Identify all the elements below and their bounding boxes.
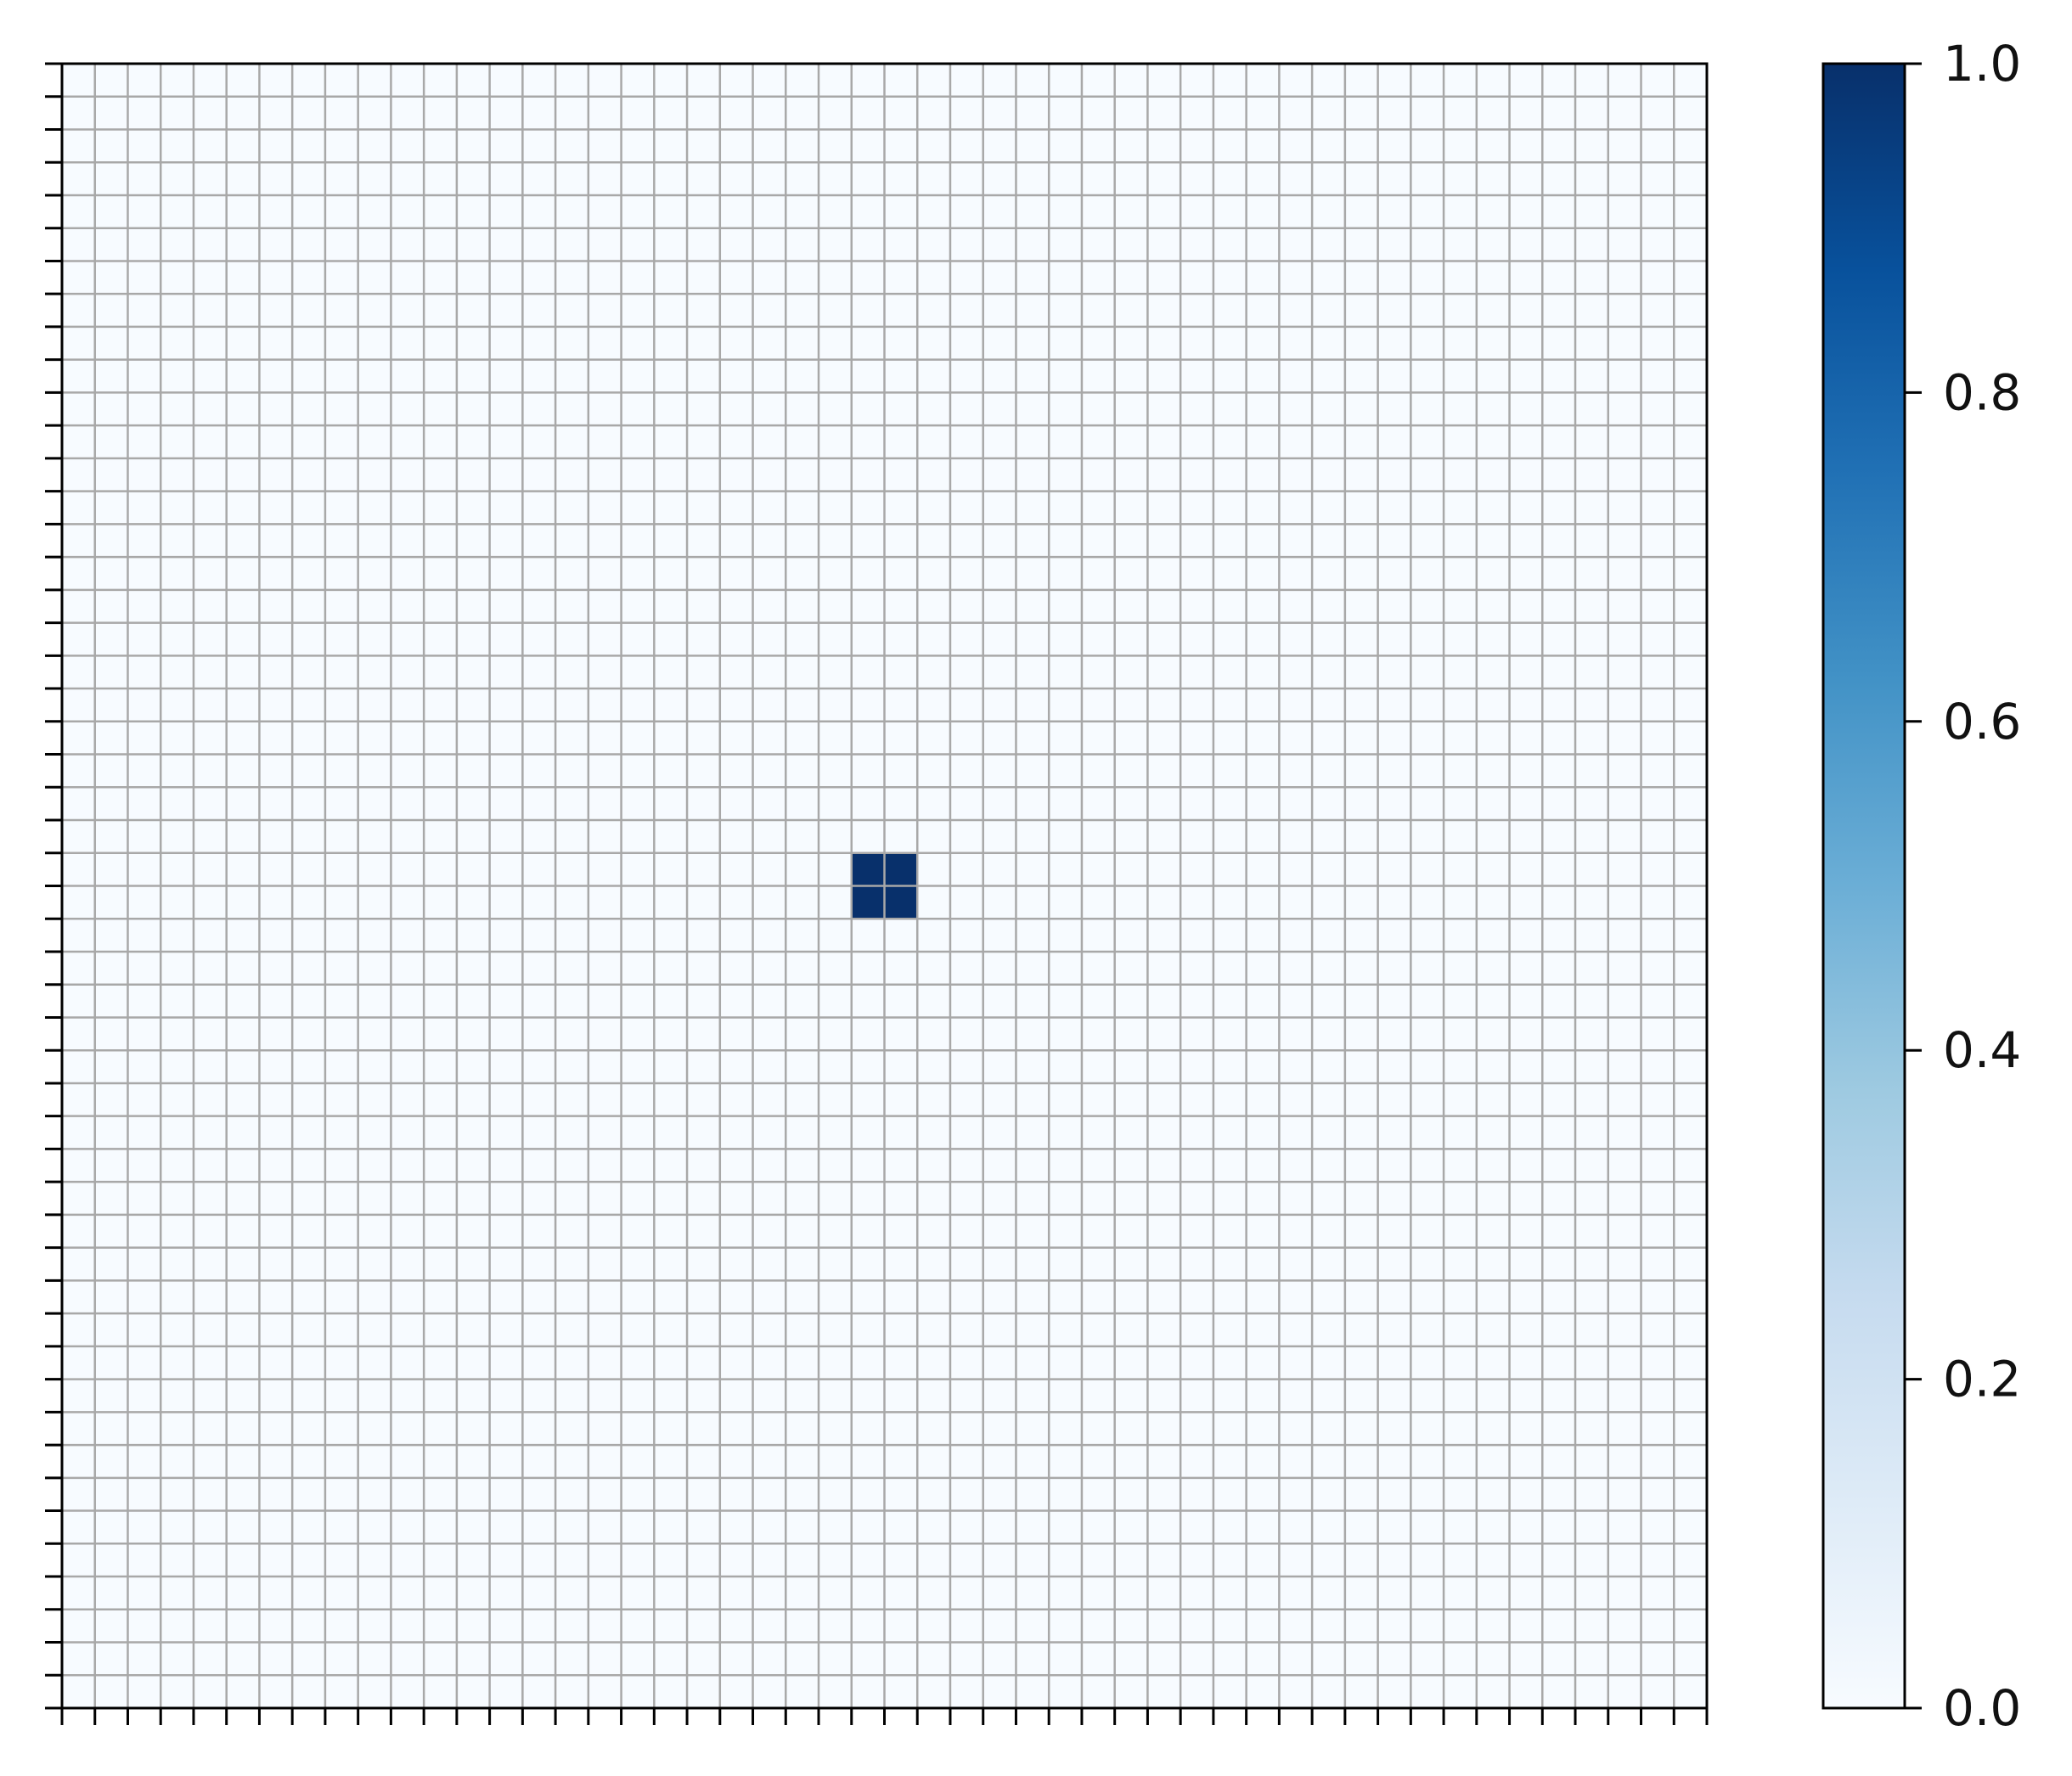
heatmap-cell: [885, 853, 918, 886]
heatmap-cell: [885, 886, 918, 919]
colorbar-tick-label: 0.0: [1943, 1679, 2022, 1737]
colorbar-tick-label: 1.0: [1943, 35, 2022, 93]
colorbar-tick-label: 0.6: [1943, 692, 2022, 750]
colorbar-gradient: [1823, 64, 1905, 1708]
heatmap-cell: [852, 853, 885, 886]
colorbar-ticks: [1905, 35, 2021, 1737]
colorbar-tick-label: 0.2: [1943, 1350, 2022, 1408]
heatmap-cell: [852, 886, 885, 919]
colorbar-tick-label: 0.8: [1943, 363, 2022, 422]
colorbar: [1823, 35, 2021, 1737]
colorbar-tick-label: 0.4: [1943, 1021, 2022, 1080]
